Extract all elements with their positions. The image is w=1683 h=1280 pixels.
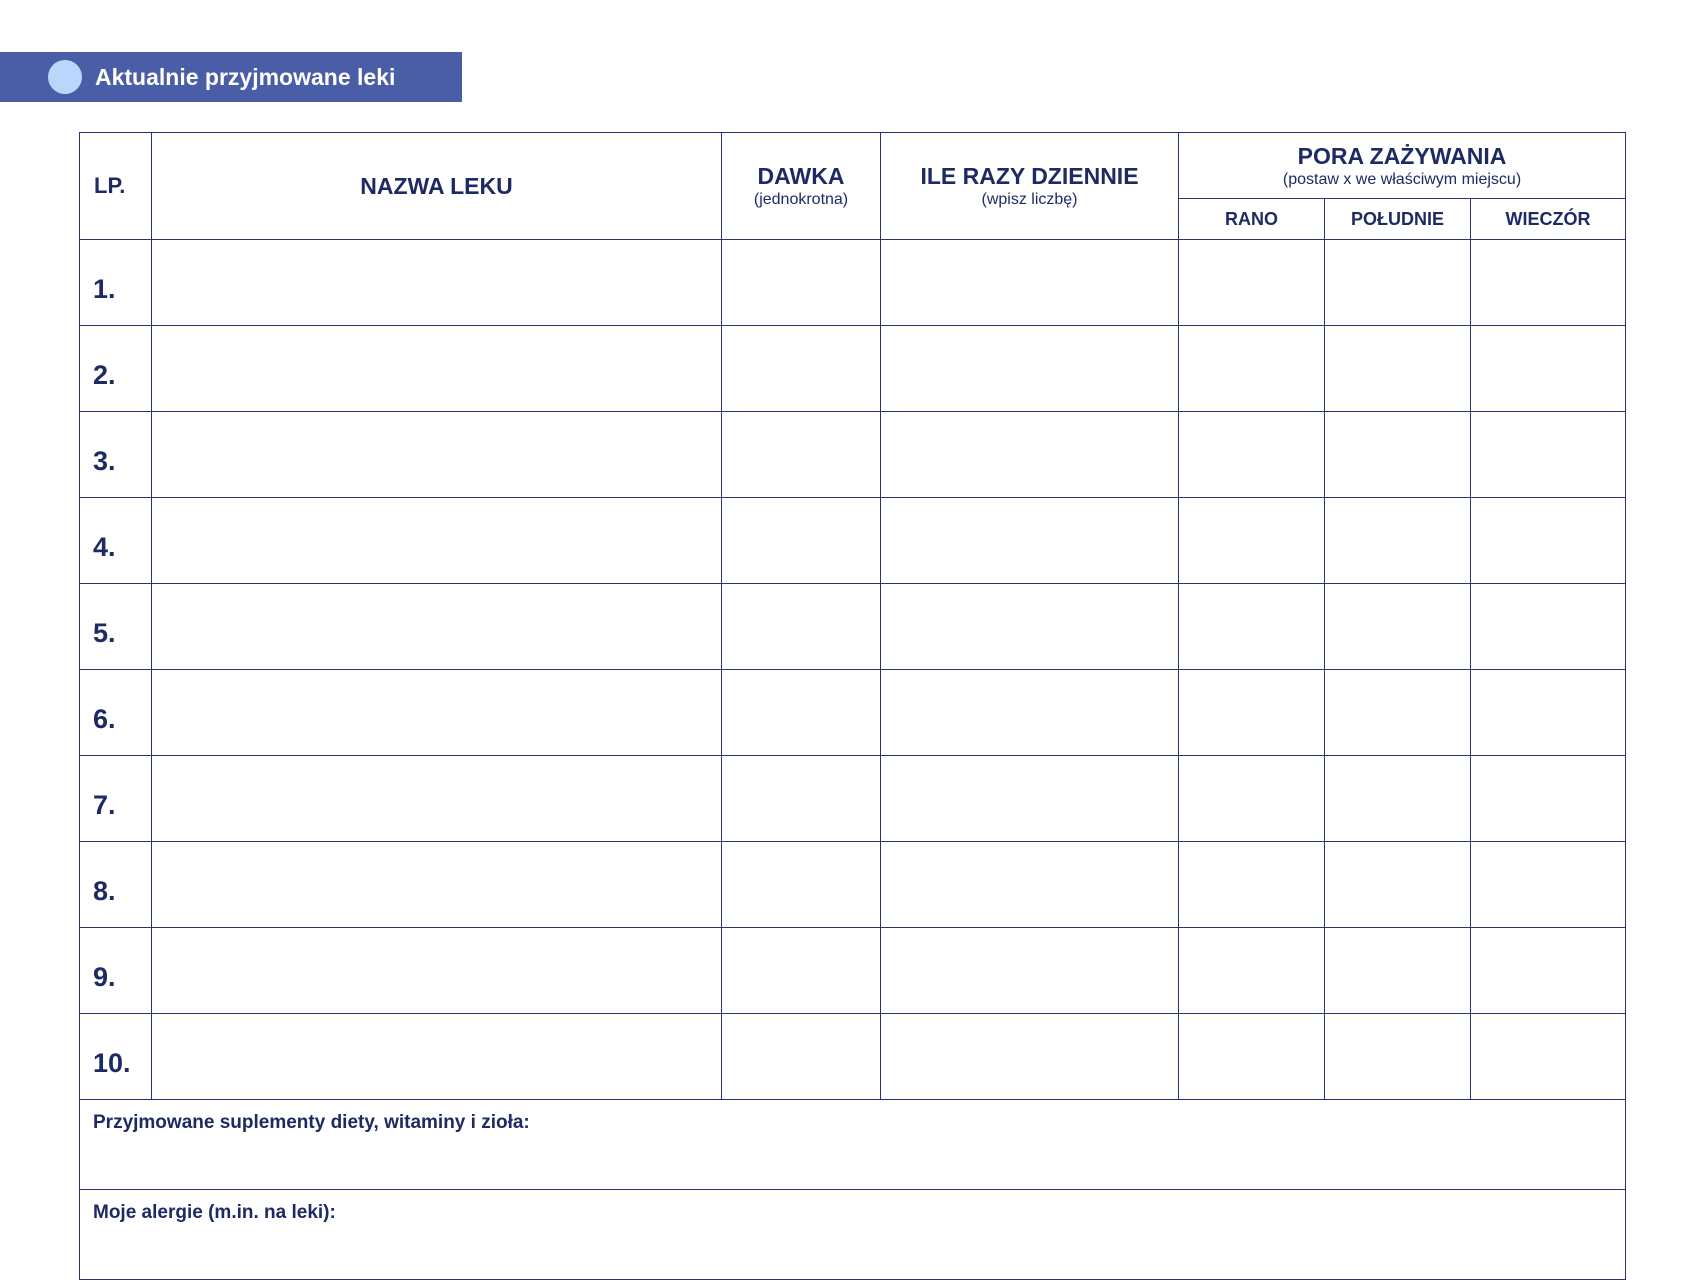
dose-cell[interactable]: [722, 240, 881, 326]
header-dose: [722, 133, 881, 240]
supplements-row: [80, 1100, 1626, 1190]
noon-cell[interactable]: [1325, 412, 1471, 498]
header-lp: LP.: [80, 133, 152, 240]
evening-cell[interactable]: [1471, 412, 1626, 498]
header-morning: RANO: [1179, 199, 1325, 240]
morning-cell[interactable]: [1179, 756, 1325, 842]
table-row: [80, 842, 1626, 928]
evening-cell[interactable]: [1471, 498, 1626, 584]
header-dose-label: DAWKA: [757, 163, 845, 189]
circle-icon: [48, 60, 82, 94]
times-cell[interactable]: [881, 1014, 1179, 1100]
morning-cell[interactable]: [1179, 240, 1325, 326]
evening-cell[interactable]: [1471, 928, 1626, 1014]
table-row: [80, 756, 1626, 842]
times-cell[interactable]: [881, 412, 1179, 498]
header-timing: [1179, 133, 1626, 199]
name-cell[interactable]: [152, 928, 722, 1014]
evening-cell[interactable]: [1471, 584, 1626, 670]
times-cell[interactable]: [881, 842, 1179, 928]
header-timing-label: PORA ZAŻYWANIA: [1297, 142, 1507, 169]
times-cell[interactable]: [881, 670, 1179, 756]
noon-cell[interactable]: [1325, 240, 1471, 326]
morning-cell[interactable]: [1179, 1014, 1325, 1100]
noon-cell[interactable]: [1325, 326, 1471, 412]
dose-cell[interactable]: [722, 326, 881, 412]
dose-cell[interactable]: [722, 498, 881, 584]
noon-cell[interactable]: [1325, 842, 1471, 928]
noon-cell[interactable]: [1325, 498, 1471, 584]
header-timing-note: (postaw x we właściwym miejscu): [1282, 170, 1522, 188]
table-row: [80, 240, 1626, 326]
dose-cell[interactable]: [722, 1014, 881, 1100]
supplements-field[interactable]: [80, 1100, 1626, 1190]
table-row: [80, 326, 1626, 412]
row-number: 10.: [80, 1014, 152, 1100]
name-cell[interactable]: [152, 498, 722, 584]
dose-cell[interactable]: [722, 412, 881, 498]
header-name: [152, 133, 722, 240]
table-row: [80, 584, 1626, 670]
name-cell[interactable]: [152, 412, 722, 498]
header-evening: WIECZÓR: [1471, 199, 1626, 240]
header-dose-note: (jednokrotna): [753, 191, 849, 208]
table-row: [80, 928, 1626, 1014]
name-cell[interactable]: [152, 584, 722, 670]
table-row: [80, 412, 1626, 498]
name-cell[interactable]: [152, 756, 722, 842]
row-number: 8.: [80, 842, 152, 928]
row-number: 4.: [80, 498, 152, 584]
evening-cell[interactable]: [1471, 326, 1626, 412]
name-cell[interactable]: [152, 1014, 722, 1100]
section-header: [0, 52, 462, 102]
noon-cell[interactable]: [1325, 584, 1471, 670]
row-number: 1.: [80, 240, 152, 326]
times-cell[interactable]: [881, 928, 1179, 1014]
evening-cell[interactable]: [1471, 670, 1626, 756]
table-row: [80, 670, 1626, 756]
noon-cell[interactable]: [1325, 670, 1471, 756]
dose-cell[interactable]: [722, 842, 881, 928]
row-number: 2.: [80, 326, 152, 412]
supplements-label: Przyjmowane suplementy diety, witaminy i zioła:: [93, 1112, 530, 1133]
section-title: Aktualnie przyjmowane leki: [95, 64, 396, 90]
header-row: [80, 133, 1626, 199]
row-number: 5.: [80, 584, 152, 670]
noon-cell[interactable]: [1325, 928, 1471, 1014]
row-number: 6.: [80, 670, 152, 756]
dose-cell[interactable]: [722, 584, 881, 670]
name-cell[interactable]: [152, 326, 722, 412]
allergies-label: Moje alergie (m.in. na leki):: [93, 1202, 336, 1223]
evening-cell[interactable]: [1471, 842, 1626, 928]
table-row: [80, 498, 1626, 584]
evening-cell[interactable]: [1471, 1014, 1626, 1100]
morning-cell[interactable]: [1179, 928, 1325, 1014]
header-name-label: NAZWA LEKU: [360, 173, 513, 199]
morning-cell[interactable]: [1179, 412, 1325, 498]
times-cell[interactable]: [881, 240, 1179, 326]
allergies-row: [80, 1190, 1626, 1280]
times-cell[interactable]: [881, 584, 1179, 670]
evening-cell[interactable]: [1471, 756, 1626, 842]
morning-cell[interactable]: [1179, 670, 1325, 756]
morning-cell[interactable]: [1179, 842, 1325, 928]
row-number: 7.: [80, 756, 152, 842]
name-cell[interactable]: [152, 670, 722, 756]
table-row: [80, 1014, 1626, 1100]
dose-cell[interactable]: [722, 670, 881, 756]
medication-table: [79, 132, 1626, 1280]
name-cell[interactable]: [152, 842, 722, 928]
morning-cell[interactable]: [1179, 584, 1325, 670]
evening-cell[interactable]: [1471, 240, 1626, 326]
header-times-label: ILE RAZY DZIENNIE: [920, 163, 1139, 189]
dose-cell[interactable]: [722, 928, 881, 1014]
row-number: 9.: [80, 928, 152, 1014]
times-cell[interactable]: [881, 498, 1179, 584]
morning-cell[interactable]: [1179, 326, 1325, 412]
times-cell[interactable]: [881, 756, 1179, 842]
name-cell[interactable]: [152, 240, 722, 326]
header-times-note: (wpisz liczbę): [981, 191, 1078, 208]
dose-cell[interactable]: [722, 756, 881, 842]
noon-cell[interactable]: [1325, 1014, 1471, 1100]
row-number: 3.: [80, 412, 152, 498]
morning-cell[interactable]: [1179, 498, 1325, 584]
header-times: [881, 133, 1179, 240]
header-noon: POŁUDNIE: [1325, 199, 1471, 240]
noon-cell[interactable]: [1325, 756, 1471, 842]
allergies-field[interactable]: [80, 1190, 1626, 1280]
times-cell[interactable]: [881, 326, 1179, 412]
